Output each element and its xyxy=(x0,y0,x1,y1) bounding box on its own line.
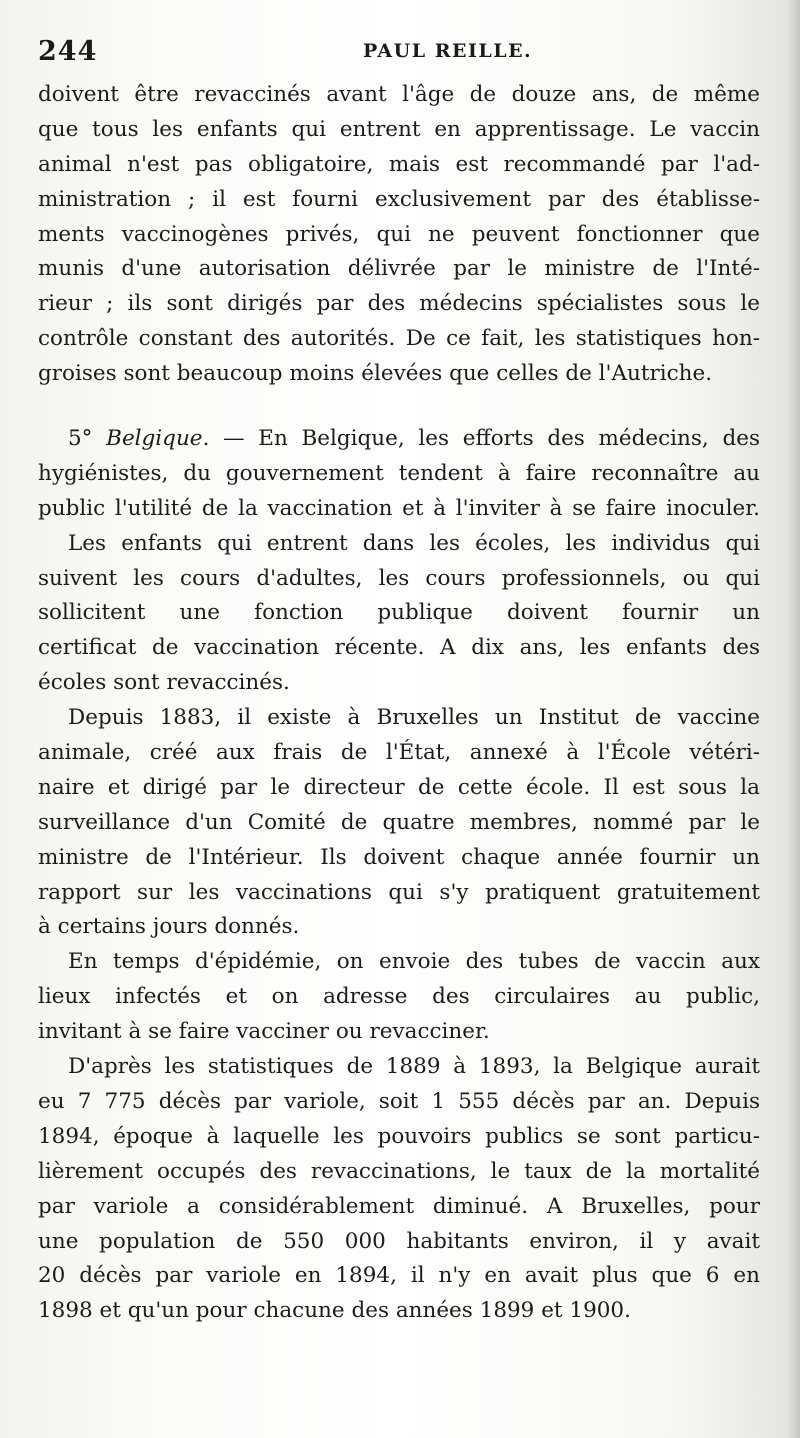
paragraph xyxy=(38,1050,760,1329)
text-line: ments vaccinogènes privés, qui ne peuvent fonctionner que xyxy=(38,221,760,247)
text-line: 1894, époque à laquelle les pouvoirs publics se sont particu- xyxy=(38,1123,760,1149)
section-gap xyxy=(38,392,760,422)
text-line: par variole a considérablement diminué. A Bruxelles, pour xyxy=(38,1193,760,1219)
text-line: 20 décès par variole en 1894, il n'y en avait plus que 6 en xyxy=(38,1263,760,1289)
text-line: contrôle constant des autorités. De ce fait, les statistiques hon- xyxy=(38,326,760,352)
text-line: une population de 550 000 habitants environ, il y avait xyxy=(38,1228,760,1254)
text-line: écoles sont revaccinés. xyxy=(38,670,290,696)
text-line: sollicitent une fonction publique doivent fournir un xyxy=(38,600,760,626)
text-line: 1898 et qu'un pour chacune des années 1899 et 1900. xyxy=(38,1298,631,1324)
text-line: ministre de l'Intérieur. Ils doivent chaque année fournir un xyxy=(38,844,760,870)
running-head: PAUL REILLE. xyxy=(363,40,533,62)
text-line: surveillance d'un Comité de quatre membres, nommé par le xyxy=(38,809,760,835)
page-number: 244 xyxy=(38,36,98,67)
section-heading-line xyxy=(38,422,760,457)
text-line: invitant à se faire vacciner ou revacciner. xyxy=(38,1019,490,1045)
section-heading-rest: — En Belgique, les efforts des médecins, des xyxy=(223,426,760,452)
text-line: doivent être revaccinés avant l'âge de douze ans, de même xyxy=(38,82,760,107)
section-title: Belgique. xyxy=(106,426,210,452)
text-line: public l'utilité de la vaccination et à l'inviter à se faire inoculer. xyxy=(38,495,760,521)
text-line: En temps d'épidémie, on envoie des tubes de vaccin aux xyxy=(68,949,760,975)
text-line: rapport sur les vaccinations qui s'y pratiquent gratuitement xyxy=(38,879,760,905)
text-line: naire et dirigé par le directeur de cette école. Il est sous la xyxy=(38,774,760,800)
section-belgique xyxy=(38,422,760,527)
text-line: munis d'une autorisation délivrée par le ministre de l'Inté- xyxy=(38,256,760,282)
page-header xyxy=(38,36,758,70)
text-line: ministration ; il est fourni exclusivement par des établisse- xyxy=(38,186,760,212)
text-line: certificat de vaccination récente. A dix ans, les enfants des xyxy=(38,635,760,661)
text-line: eu 7 775 décès par variole, soit 1 555 décès par an. Depuis xyxy=(38,1088,760,1114)
paragraph xyxy=(38,945,760,1050)
paragraph xyxy=(38,701,760,945)
text-line: animale, créé aux frais de l'État, annexé à l'École vétéri- xyxy=(38,740,760,766)
text-line: suivent les cours d'adultes, les cours professionnels, ou qui xyxy=(38,565,760,591)
paragraph xyxy=(38,78,760,392)
text-line: à certains jours donnés. xyxy=(38,914,300,940)
text-line: D'après les statistiques de 1889 à 1893, la Belgique aurait xyxy=(68,1054,760,1080)
text-line: hygiénistes, du gouvernement tendent à faire reconnaître au xyxy=(38,460,760,486)
section-number: 5° xyxy=(68,426,93,452)
text-line: Depuis 1883, il existe à Bruxelles un Institut de vaccine xyxy=(68,705,760,731)
text-line: lieux infectés et on adresse des circulaires au public, xyxy=(38,984,760,1010)
text-line: lièrement occupés des revaccinations, le taux de la mortalité xyxy=(38,1158,760,1184)
text-line: que tous les enfants qui entrent en apprentissage. Le vaccin xyxy=(38,116,760,142)
paragraph xyxy=(38,527,760,701)
text-line: rieur ; ils sont dirigés par des médecins spécialistes sous le xyxy=(38,291,760,317)
text-line: groises sont beaucoup moins élevées que celles de l'Autriche. xyxy=(38,361,713,387)
text-line: animal n'est pas obligatoire, mais est recommandé par l'ad- xyxy=(38,151,760,177)
text-line: Les enfants qui entrent dans les écoles, les individus qui xyxy=(68,530,760,556)
page-edge-shadow xyxy=(786,0,800,1438)
body-text xyxy=(38,78,760,1329)
